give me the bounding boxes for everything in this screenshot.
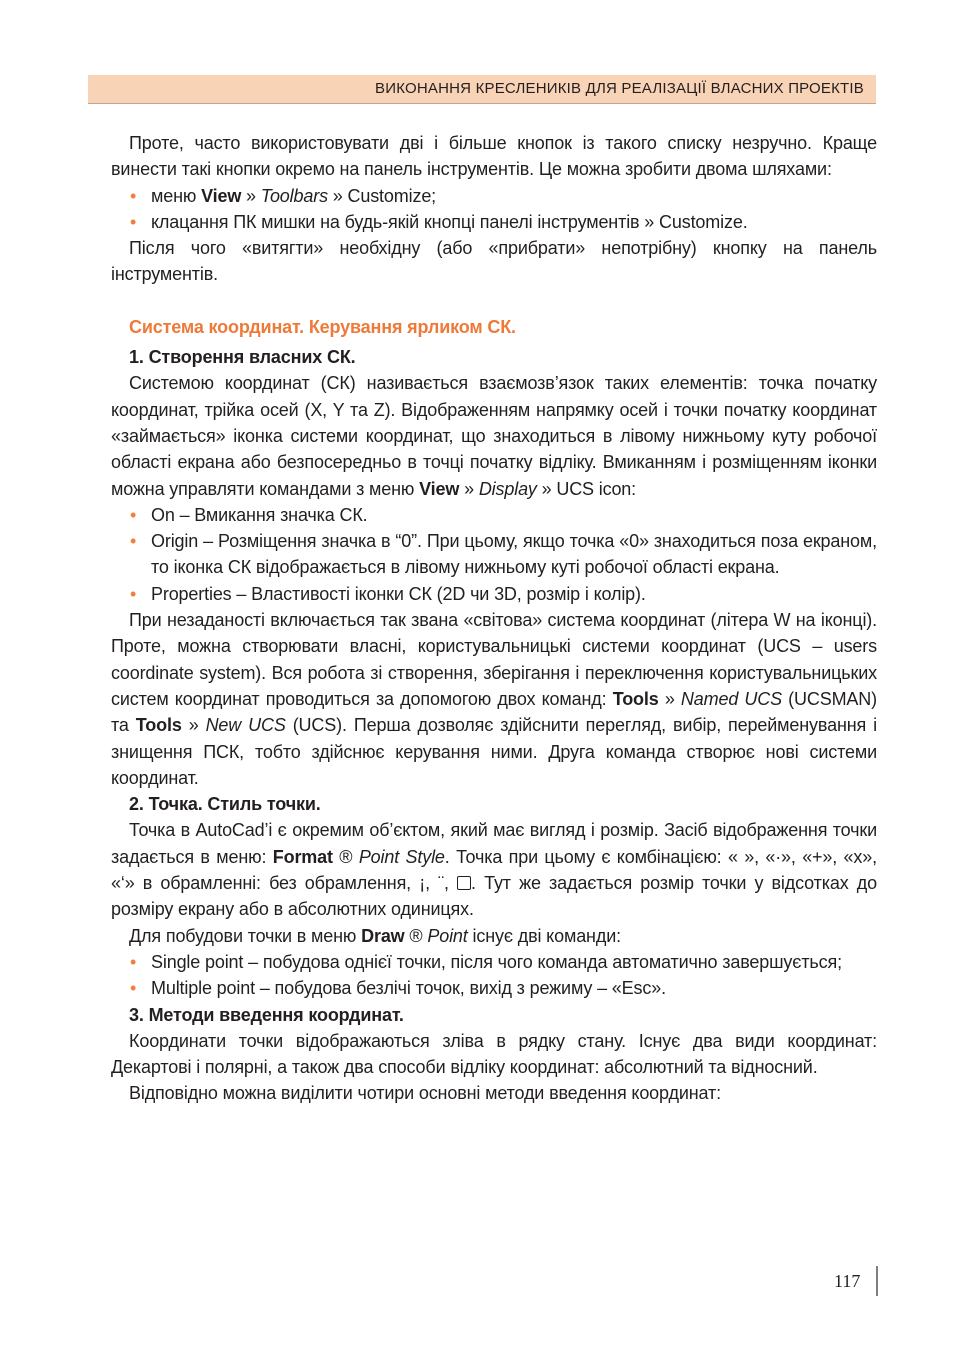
bullet-icon: •	[130, 978, 137, 999]
list-item: • Single point – побудова однієї точки, після чого команда автоматично завершується;	[111, 949, 877, 975]
bullet-icon: •	[130, 185, 137, 206]
bullet-icon: •	[130, 583, 137, 604]
body-paragraph: Для побудови точки в меню Draw ® Point існує дві команди:	[129, 925, 621, 946]
list-item: • Multiple point – побудова безлічі точок, вихід з режиму – «Esc».	[111, 975, 877, 1001]
intro-bullet-list	[111, 183, 877, 236]
point-commands-list	[111, 949, 877, 1002]
running-header	[88, 75, 876, 104]
subheading: 1. Створення власних СК.	[129, 347, 356, 368]
list-item: • On – Вмикання значка СК.	[111, 502, 877, 528]
body-paragraph: Системою координат (СК) називається взаємозв’язок таких елементів: точка початку координат, трійка осей (X, Y та Z). Відображенням напрямку осей і точки початку координат «займається» іконка системи координат, що знаходиться в лівому нижньому куту робочої області екрана або безпосередньо в точці початку відліку. Вмиканням і розміщенням іконки можна управляти командами з меню View » Display » UCS icon:	[111, 373, 877, 499]
subheading: 3. Методи введення координат.	[129, 1004, 404, 1025]
section-title: Система координат. Керування ярликом СК.	[129, 316, 516, 337]
bullet-icon: •	[130, 211, 137, 232]
page-number-divider	[876, 1266, 878, 1296]
running-header-title: ВИКОНАННЯ КРЕСЛЕНИКІВ ДЛЯ РЕАЛІЗАЦІЇ ВЛАСНИХ ПРОЕКТІВ	[375, 80, 864, 97]
list-item: • меню View » Toolbars » Customize;	[111, 183, 877, 209]
body-paragraph: Точка в AutoCad’і є окремим об’єктом, який має вигляд і розмір. Засіб відображення точки задається в меню: Format ® Point Style. Точка при цьому є комбінацією: « », «·», «+», «x», «‘» в обрамленні: без обрамлення, ¡, ¨, . Тут же задається розмір точки у відсотках до розміру екрану або в абсолютних одиницях.	[111, 820, 877, 920]
page-number: 117	[834, 1271, 861, 1291]
intro-paragraph: Після чого «витягти» необхідну (або «прибрати» непотрібну) кнопку на панель інструментів.	[111, 238, 877, 285]
body-paragraph: Відповідно можна виділити чотири основні методи введення координат:	[129, 1083, 721, 1104]
bullet-icon: •	[130, 504, 137, 525]
list-item: • клацання ПК мишки на будь-якій кнопці панелі інструментів » Customize.	[111, 209, 877, 235]
body-paragraph: При незаданості включається так звана «світова» система координат (літера W на іконці). Проте, можна створювати власні, користувальницькі системи координат (UCS – users coordinate system). Вся робота зі створення, зберігання і переключення користувальницьких систем координат проводиться за допомогою двох команд: Tools » Named UCS (UCSMAN) та Tools » New UCS (UCS). Перша дозволяє здійснити перегляд, вибір, перейменування і знищення ПСК, тобто здійснює керування ними. Друга команда створює нові системи координат.	[111, 610, 877, 788]
list-item: • Origin – Розміщення значка в “0”. При цьому, якщо точка «0» знаходиться поза екраном, то іконка СК відображається в лівому нижньому куті робочої області екрана.	[111, 528, 877, 581]
body-paragraph: Координати точки відображаються зліва в рядку стану. Існує два види координат: Декартові і полярні, а також два способи відліку координат: абсолютний та відносний.	[111, 1030, 877, 1078]
frame-square-icon	[457, 876, 471, 890]
subheading: 2. Точка. Стиль точки.	[129, 794, 321, 815]
page-content	[111, 130, 877, 1107]
bullet-icon: •	[130, 951, 137, 972]
list-item: • Properties – Властивості іконки СК (2D чи 3D, розмір і колір).	[111, 581, 877, 607]
intro-paragraph: Проте, часто використовувати дві і більше кнопок із такого списку незручно. Краще винести такі кнопки окремо на панель інструментів. Це можна зробити двома шляхами:	[111, 133, 877, 180]
ucs-icon-options-list	[111, 502, 877, 607]
bullet-icon: •	[130, 531, 137, 552]
